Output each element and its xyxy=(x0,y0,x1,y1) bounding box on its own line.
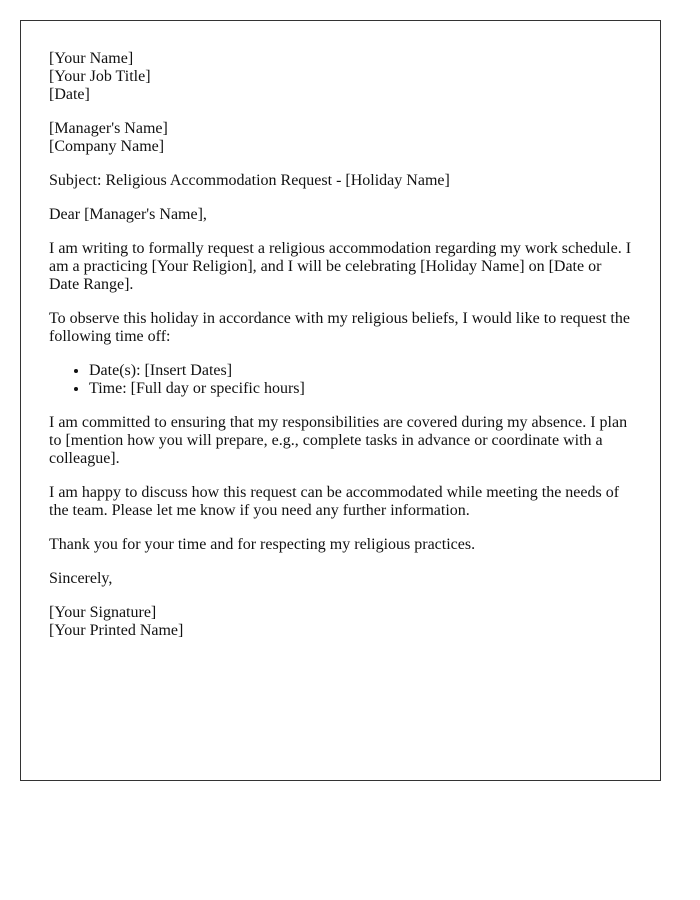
body-paragraph-3: I am committed to ensuring that my responsibilities are covered during my absence. I plan to [mention how you will prepare, e.g., complete tasks in advance or coordinate with a colleague]. xyxy=(49,414,628,467)
sender-job-title: [Your Job Title] xyxy=(49,68,151,85)
body-paragraph-2: To observe this holiday in accordance with my religious beliefs, I would like to request the following time off: xyxy=(49,310,630,345)
recipient-name: [Manager's Name] xyxy=(49,120,168,137)
recipient-company: [Company Name] xyxy=(49,138,165,155)
letter-document xyxy=(20,20,661,781)
signature-block xyxy=(49,604,632,640)
sender-block xyxy=(49,50,632,104)
signature: [Your Signature] xyxy=(49,604,157,621)
subject-line: Subject: Religious Accommodation Request - [Holiday Name] xyxy=(49,172,450,189)
time-off-list xyxy=(49,362,632,398)
salutation: Dear [Manager's Name], xyxy=(49,206,207,223)
closing: Sincerely, xyxy=(49,570,113,587)
body-paragraph-4: I am happy to discuss how this request can be accommodated while meeting the needs of the team. Please let me know if you need any further information. xyxy=(49,484,620,519)
time-off-item-dates: • Date(s): [Insert Dates] xyxy=(89,362,632,380)
body-paragraph-1: I am writing to formally request a religious accommodation regarding my work schedule. I am a practicing [Your Religion], and I will be celebrating [Holiday Name] on [Date or Date Range]. xyxy=(49,240,632,293)
letter-date: [Date] xyxy=(49,86,90,103)
body-paragraph-5: Thank you for your time and for respecting my religious practices. xyxy=(49,536,476,553)
time-off-item-time: • Time: [Full day or specific hours] xyxy=(89,380,632,398)
recipient-block xyxy=(49,120,632,156)
sender-name: [Your Name] xyxy=(49,50,134,67)
printed-name: [Your Printed Name] xyxy=(49,622,184,639)
